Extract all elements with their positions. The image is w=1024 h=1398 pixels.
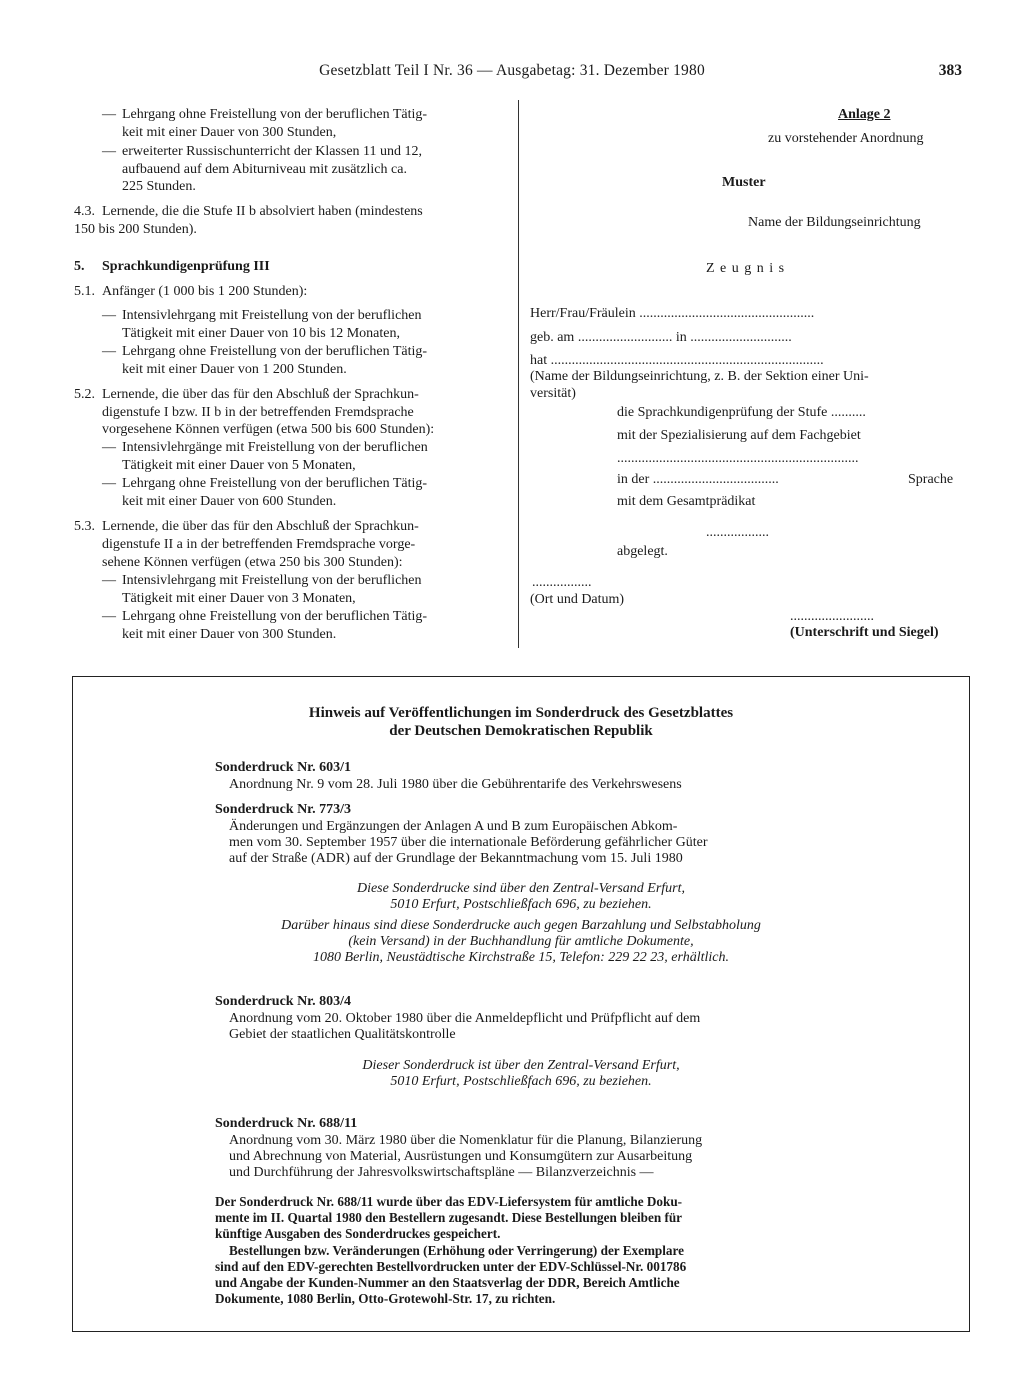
distribution-note: 5010 Erfurt, Postschließfach 696, zu beziehen. [390,1074,652,1089]
section-text: Anfänger (1 000 bis 1 200 Stunden): [102,284,308,299]
signature-dots: ........................ [790,609,874,624]
sonderdruck-text: und Abrechnung von Material, Ausrüstungen und Konsumgütern zur Ausarbeitung [229,1149,693,1164]
sonderdruck-text: Änderungen und Ergänzungen der Anlagen A und B zum Europäischen Abkom- [229,819,678,834]
section-number: 5.3. [74,519,95,534]
list-item-text: Intensivlehrgang mit Freistellung von der beruflichen [122,573,422,588]
list-item-text: keit mit einer Dauer von 300 Stunden, [122,125,337,140]
left-column [0,0,520,660]
distribution-note: Darüber hinaus sind diese Sonderdrucke auch gegen Barzahlung und Selbstabholung [281,918,761,933]
distribution-note: Dieser Sonderdruck ist über den Zentral-Versand Erfurt, [362,1058,680,1073]
list-item-text: Intensivlehrgänge mit Freistellung von der beruflichen [122,440,428,455]
distribution-note: 1080 Berlin, Neustädtische Kirchstraße 15, Telefon: 229 22 23, erhältlich. [313,950,729,965]
ordering-note: Der Sonderdruck Nr. 688/11 wurde über das EDV-Liefersystem für amtliche Doku- [215,1194,683,1209]
list-item-text: Lehrgang ohne Freistellung von der beruflichen Tätig- [122,476,428,491]
section-text: vorgesehene Können verfügen (etwa 500 bis 600 Stunden): [102,422,435,437]
section-number: 4.3. [74,204,95,219]
dash-bullet: — [102,476,116,491]
notice-title: Hinweis auf Veröffentlichungen im Sonderdruck des Gesetzblattes [308,705,734,721]
dash-bullet: — [102,344,116,359]
dash-bullet: — [102,308,116,323]
section-text: 150 bis 200 Stunden). [74,222,197,237]
language-field-line: in der .................................... [617,472,779,487]
section-number: 5.1. [74,284,95,299]
sonderdruck-text: men vom 30. September 1957 über die internationale Beförderung gefährlicher Güter [229,835,708,850]
list-item-text: Tätigkeit mit einer Dauer von 5 Monaten, [122,458,356,473]
list-item-text: Lehrgang ohne Freistellung von der beruflichen Tätig- [122,609,428,624]
ordering-note: künftige Ausgaben des Sonderdruckes gespeichert. [215,1226,501,1241]
list-item-text: keit mit einer Dauer von 600 Stunden. [122,494,337,509]
section-text: Lernende, die über das für den Abschluß der Sprachkun- [102,519,419,534]
column-divider [518,100,519,648]
page-number: 383 [938,62,962,79]
list-item-text: Tätigkeit mit einer Dauer von 10 bis 12 Monaten, [122,326,400,341]
distribution-note: (kein Versand) in der Buchhandlung für amtliche Dokumente, [348,934,694,949]
list-item-text: aufbauend auf dem Abiturniveau mit zusätzlich ca. [122,162,407,177]
list-item-text: erweiterter Russischunterricht der Klassen 11 und 12, [122,144,423,159]
grade-label: mit dem Gesamtprädikat [617,494,756,509]
level-field-line: die Sprachkundigenprüfung der Stufe .......... [617,405,866,420]
section-number: 5. [74,259,85,274]
sonderdruck-text: Anordnung vom 30. März 1980 über die Nomenklatur für die Planung, Bilanzierung [229,1133,703,1148]
list-item-text: 225 Stunden. [122,179,196,194]
sonderdruck-heading: Sonderdruck Nr. 803/4 [215,994,352,1009]
dash-bullet: — [102,440,116,455]
section-text: sehene Können verfügen (etwa 250 bis 300 Stunden): [102,555,403,570]
sonderdruck-heading: Sonderdruck Nr. 688/11 [215,1116,358,1131]
place-date-label: (Ort und Datum) [530,592,625,607]
anlage-label: Anlage 2 [838,107,891,122]
sonderdruck-text: Anordnung Nr. 9 vom 28. Juli 1980 über die Gebührentarife des Verkehrswesens [229,777,682,792]
section-number: 5.2. [74,387,95,402]
dash-bullet: — [102,144,116,159]
notice-box [72,676,970,1332]
header-title: Gesetzblatt Teil I Nr. 36 — Ausgabetag: 31. Dezember 1980 [319,62,705,79]
sonderdruck-text: Gebiet der staatlichen Qualitätskontrolle [229,1027,456,1042]
dash-bullet: — [102,107,116,122]
section-text: Lernende, die über das für den Abschluß der Sprachkun- [102,387,419,402]
ordering-note: mente im II. Quartal 1980 den Bestellern zugesandt. Diese Bestellungen bleiben für [215,1210,683,1225]
sonderdruck-text: auf der Straße (ADR) auf der Grundlage der Bekanntmachung vom 15. Juli 1980 [229,851,683,866]
birth-field-line: geb. am ........................... in ............................. [530,330,792,345]
sonderdruck-text: und Durchführung der Jahresvolkswirtschaftspläne — Bilanzverzeichnis — [229,1165,654,1180]
section-text: Lernende, die die Stufe II b absolviert haben (mindestens [102,204,423,219]
zeugnis-title: Z e u g n i s [706,261,786,276]
ordering-note: und Angabe der Kunden-Nummer an den Staatsverlag der DDR, Bereich Amtliche [215,1275,680,1290]
sonderdruck-heading: Sonderdruck Nr. 773/3 [215,802,352,817]
distribution-note: 5010 Erfurt, Postschließfach 696, zu beziehen. [390,897,652,912]
institution-note: versität) [530,386,576,401]
list-item-text: keit mit einer Dauer von 1 200 Stunden. [122,362,347,377]
list-item-text: keit mit einer Dauer von 300 Stunden. [122,627,337,642]
signature-label: (Unterschrift und Siegel) [790,625,939,640]
field-dots: ..................................................................... [617,451,859,466]
list-item-text: Intensivlehrgang mit Freistellung von der beruflichen [122,308,422,323]
ordering-note: sind auf den EDV-gerechten Bestellvordrucken unter der EDV-Schlüssel-Nr. 001786 [215,1259,687,1274]
list-item-text: Tätigkeit mit einer Dauer von 3 Monaten, [122,591,356,606]
sonderdruck-heading: Sonderdruck Nr. 603/1 [215,760,352,775]
section-text: digenstufe I bzw. II b in der betreffenden Fremdsprache [102,405,414,420]
anlage-subtitle: zu vorstehender Anordnung [768,131,924,146]
list-item-text: Lehrgang ohne Freistellung von der beruflichen Tätig- [122,344,428,359]
dash-bullet: — [102,609,116,624]
section-title: Sprachkundigenprüfung III [102,259,270,274]
sonderdruck-text: Anordnung vom 20. Oktober 1980 über die Anmeldepflicht und Prüfpflicht auf dem [229,1011,701,1026]
list-item-text: Lehrgang ohne Freistellung von der beruflichen Tätig- [122,107,428,122]
language-label: Sprache [908,472,954,487]
notice-title: der Deutschen Demokratischen Republik [389,723,653,739]
name-field-line: Herr/Frau/Fräulein .................................................. [530,306,815,321]
ordering-note: Dokumente, 1080 Berlin, Otto-Grotewohl-Str. 17, zu richten. [215,1291,556,1306]
dash-bullet: — [102,573,116,588]
grade-dots: .................. [706,525,769,540]
specialization-line: mit der Spezialisierung auf dem Fachgebiet [617,428,861,443]
abgelegt-label: abgelegt. [617,544,668,559]
institution-field-line: hat .............................................................................. [530,353,824,368]
institution-name-label: Name der Bildungseinrichtung [748,215,921,230]
place-date-dots: ................. [532,575,592,590]
ordering-note: Bestellungen bzw. Veränderungen (Erhöhung oder Verringerung) der Exemplare [229,1243,684,1258]
muster-label: Muster [722,175,766,190]
institution-note: (Name der Bildungseinrichtung, z. B. der Sektion einer Uni- [530,369,869,384]
section-text: digenstufe II a in der betreffenden Fremdsprache vorge- [102,537,416,552]
distribution-note: Diese Sonderdrucke sind über den Zentral-Versand Erfurt, [356,881,686,896]
